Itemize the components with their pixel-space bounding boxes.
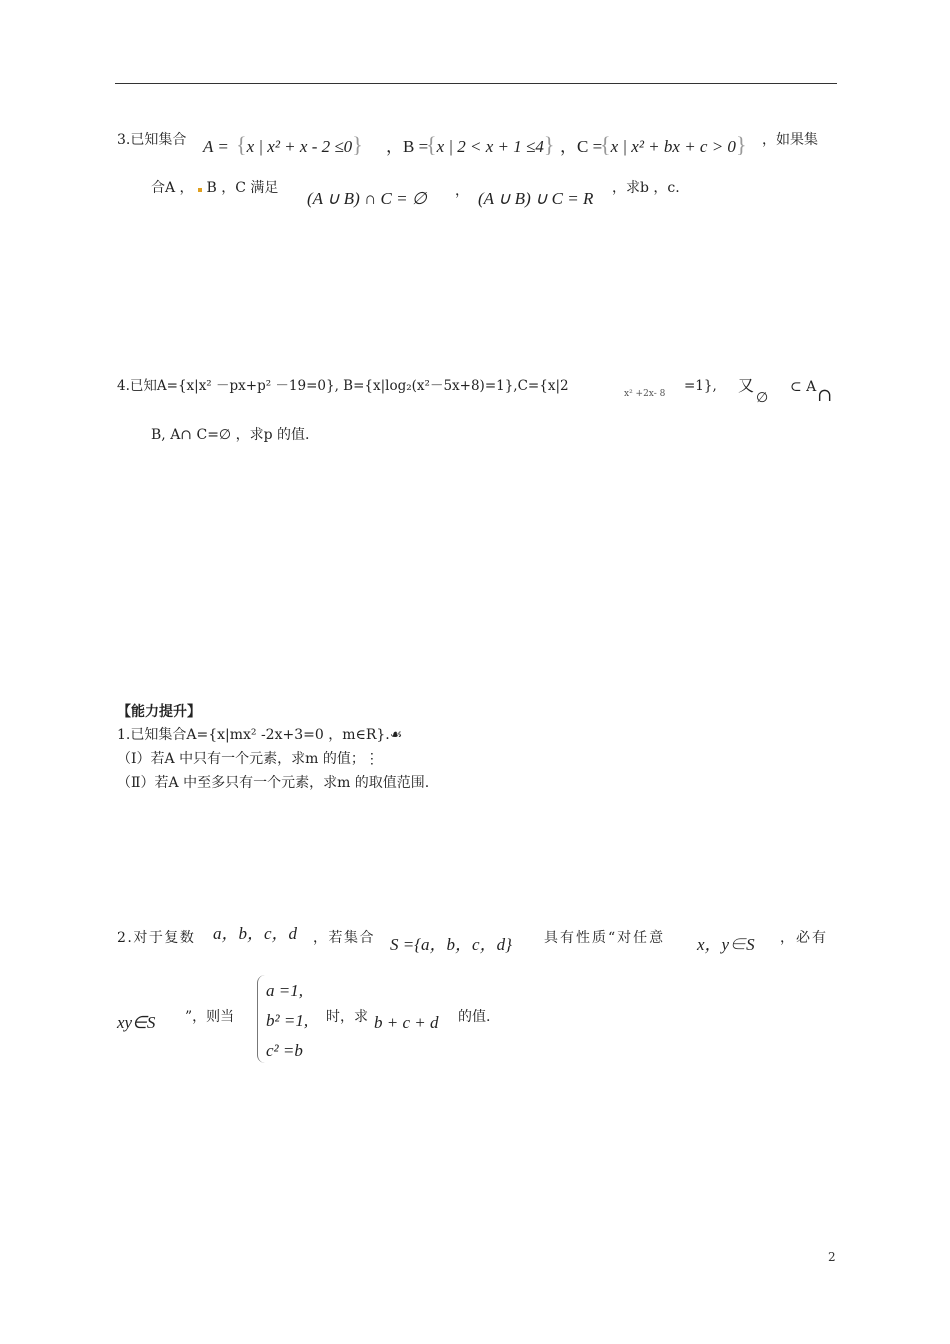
q3-separator: ， [455,183,469,199]
q4-emptyset: ∅ [756,390,769,406]
p2-then: ”，则当 [185,1009,235,1025]
q3-condition-1: (A ∪ B) ∩ C = ∅ [307,189,427,208]
q3-setB: ，B = [386,137,429,156]
q3-setA: A = [203,137,229,156]
p1-line1: 1.已知集合A={x|mx² -2x+3=0 ，m∈R}.☙ [117,727,403,743]
q3-setB-body: {x | 2 < x + 1 ≤4} [426,132,555,157]
q4-subset: ⊂ A [790,379,817,395]
q4-line1-tail: =1}, [684,378,717,394]
p2-pre: 2.对于复数 [117,930,196,946]
header-rule [115,83,837,84]
p2-xyS: xy∈S [117,1013,156,1032]
q3-intro: 已知集合 [130,132,187,148]
p1-part1: （Ⅰ）若A 中只有一个元素，求m 的值；⋮ [117,751,379,767]
p2-value: 的值. [458,1009,491,1025]
q3-tail: ，求b ，c. [612,180,680,196]
q3-line2: 合A ， B ，C 满足 [151,180,279,196]
decorative-glyph-icon: ☙ [389,727,403,743]
p2-sys3: c² =b [266,1041,303,1060]
p2-mid: ，若集合 [313,930,375,946]
p2-expr: b + c + d [374,1013,439,1032]
q4-line1: 4.已知A={x|x² －px+p² －19=0}, B={x|log₂(x²－5x+8)=1},C={x|2 [117,378,569,394]
p2-prop: 具有性质“对任意 [544,930,666,946]
p1-part2: （Ⅱ）若A 中至多只有一个元素，求m 的取值范围. [117,775,430,791]
q3-suffix: ，如果集 [762,132,818,148]
q4-you: 又 [738,376,755,395]
p2-must: ，必有 [780,930,828,946]
q3-setC: ，C = [560,137,603,156]
q4-exponent: x² +2x- 8 [624,389,666,399]
p2-setS: S ={a，b，c，d} [390,935,512,954]
section-title: 【能力提升】 [117,704,201,720]
q3-line1 [117,133,186,147]
p2-shi: 时，求 [326,1009,368,1025]
q3-number: 3. [117,132,131,148]
p2-sys1: a =1, [266,981,303,1000]
system-brace [257,975,266,1063]
p2-vars: a，b，c，d [213,924,298,943]
q3-setC-body: {x | x² + bx + c > 0} [600,132,747,157]
p2-sys2: b² =1, [266,1011,309,1030]
q3-setA-body: {x | x² + x - 2 ≤0} [236,132,363,157]
q4-line2: B, A∩ C=∅ ，求p 的值. [151,427,310,443]
q4-cap: ∩ [817,385,833,406]
page-number: 2 [828,1250,836,1264]
p2-xy: x，y∈S [697,935,755,954]
q3-condition-2: (A ∪ B) ∪ C = R [478,189,594,208]
